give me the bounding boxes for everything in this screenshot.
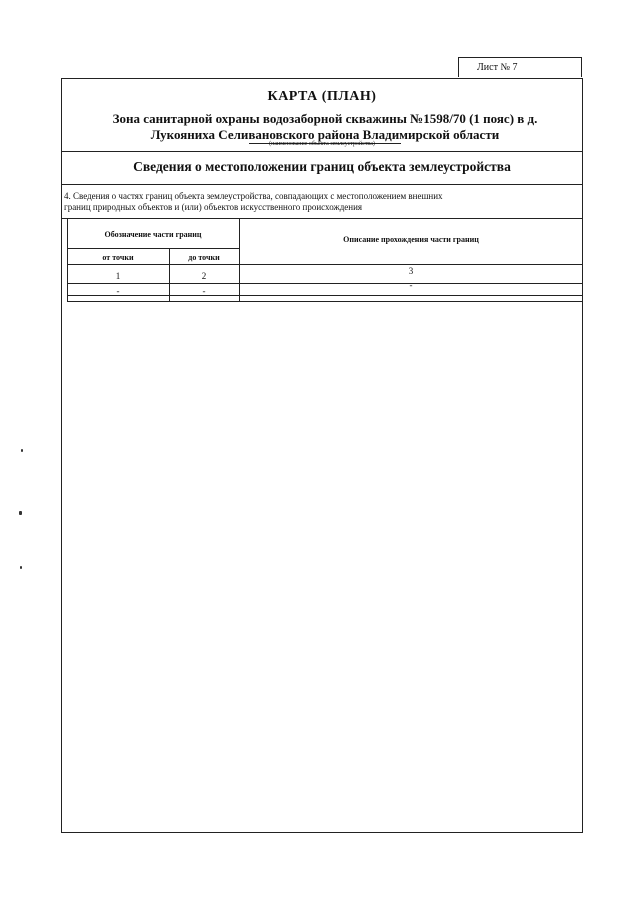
table-cell-description: -: [409, 280, 413, 290]
column-header-description: Описание прохождения части границ: [343, 235, 479, 244]
section-title: Сведения о местоположении границ объекта землеустройства: [133, 159, 511, 174]
index-cell-1: 1: [115, 271, 121, 281]
scan-speck: [20, 566, 22, 569]
object-name-line-2: Лукояниха Селивановского района Владимирской области: [150, 127, 500, 142]
index-cell-2: 2: [201, 271, 207, 281]
document-title: КАРТА (ПЛАН): [267, 89, 377, 104]
scan-speck: [19, 511, 22, 515]
scan-speck: [21, 449, 23, 452]
section-description: [64, 191, 564, 213]
column-group-header: Обозначение части границ: [104, 230, 202, 239]
object-name: [75, 111, 575, 143]
object-name-line-1: Зона санитарной охраны водозаборной скважины №1598/70 (1 пояс) в д.: [112, 111, 538, 126]
section-description-line-2: границ природных объектов и (или) объектов искусственного происхождения: [64, 202, 363, 212]
section-description-line-1: 4. Сведения о частях границ объекта землеустройства, совпадающих с местоположением внешних: [64, 191, 443, 201]
section-divider-bottom: [61, 184, 583, 185]
column-header-to: до точки: [188, 253, 220, 262]
section-divider-top: [61, 151, 583, 152]
object-caption: (наименование объекта землеустройства): [269, 141, 375, 147]
column-header-from: от точки: [102, 253, 134, 262]
table-cell-to: -: [202, 286, 206, 296]
table-cell-from: -: [116, 286, 120, 296]
index-cell-3: 3: [408, 266, 414, 276]
sheet-number-label: Лист № 7: [458, 57, 582, 77]
